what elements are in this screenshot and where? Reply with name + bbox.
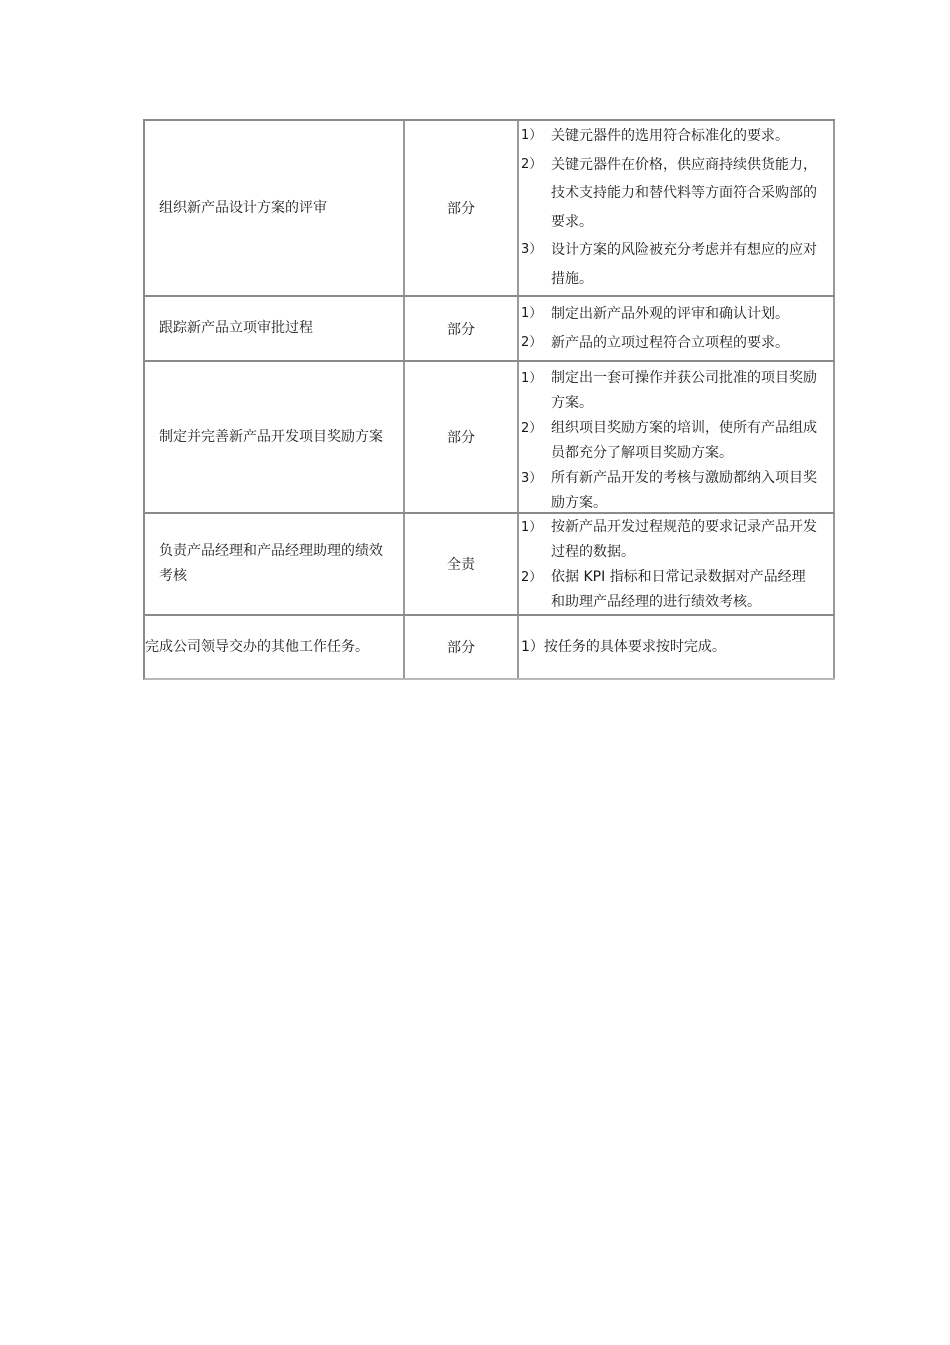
item-number: 2） <box>521 570 543 585</box>
item-text: 新产品的立项过程符合立项程的要求。 <box>551 334 789 351</box>
table-row <box>145 512 835 614</box>
standards-cell <box>519 362 835 512</box>
responsibility-cell: 全责 <box>405 514 519 614</box>
list-item <box>519 151 819 237</box>
table-row <box>145 614 835 678</box>
standards-cell <box>519 616 835 678</box>
item-number: 2） <box>521 334 543 350</box>
item-text: 组织项目奖励方案的培训，使所有产品组成员都充分了解项目奖励方案。 <box>551 420 817 461</box>
table-row <box>145 295 835 360</box>
list-item <box>519 122 819 151</box>
item-number: 1） <box>521 306 543 321</box>
list-item <box>519 466 819 516</box>
list-item <box>519 329 819 358</box>
item-text: 按新产品开发过程规范的要求记录产品开发过程的数据。 <box>551 519 817 560</box>
responsibility-cell: 部分 <box>405 297 519 360</box>
list-item <box>519 300 819 329</box>
item-text: 关键元器件的选用符合标准化的要求。 <box>551 128 789 144</box>
task-cell: 制定并完善新产品开发项目奖励方案 <box>145 362 405 512</box>
task-cell: 组织新产品设计方案的评审 <box>145 121 405 295</box>
item-number: 1） <box>521 128 543 143</box>
responsibility-table <box>143 119 835 680</box>
list-item <box>519 236 819 293</box>
item-number: 2） <box>521 156 543 172</box>
item-text: 所有新产品开发的考核与激励都纳入项目奖励方案。 <box>551 470 817 511</box>
item-number: 1） <box>521 371 543 386</box>
list-item <box>519 366 819 416</box>
item-number: 3） <box>521 242 543 257</box>
table-row <box>145 119 835 295</box>
list-item <box>519 416 819 466</box>
item-number: 3） <box>521 471 543 486</box>
standards-cell <box>519 514 835 614</box>
list-item <box>519 515 819 565</box>
standards-cell <box>519 121 835 295</box>
standards-cell <box>519 297 835 360</box>
item-number: 2） <box>521 421 543 436</box>
item-text: 关键元器件在价格，供应商持续供货能力，技术支持能力和替代料等方面符合采购部的要求。 <box>551 156 817 230</box>
item-text: 依据 KPI 指标和日常记录数据对产品经理和助理产品经理的进行绩效考核。 <box>551 569 806 610</box>
table-row <box>145 360 835 512</box>
list-item <box>519 565 819 615</box>
item-number: 1） <box>521 520 543 535</box>
item-text: 1）按任务的具体要求按时完成。 <box>521 638 726 655</box>
task-cell: 完成公司领导交办的其他工作任务。 <box>145 616 405 678</box>
task-cell: 负责产品经理和产品经理助理的绩效考核 <box>145 514 405 614</box>
task-cell: 跟踪新产品立项审批过程 <box>145 297 405 360</box>
responsibility-cell: 部分 <box>405 362 519 512</box>
item-text: 制定出一套可操作并获公司批准的项目奖励方案。 <box>551 370 817 411</box>
item-text: 设计方案的风险被充分考虑并有想应的应对措施。 <box>551 242 817 287</box>
item-text: 制定出新产品外观的评审和确认计划。 <box>551 306 789 322</box>
responsibility-cell: 部分 <box>405 616 519 678</box>
responsibility-cell: 部分 <box>405 121 519 295</box>
